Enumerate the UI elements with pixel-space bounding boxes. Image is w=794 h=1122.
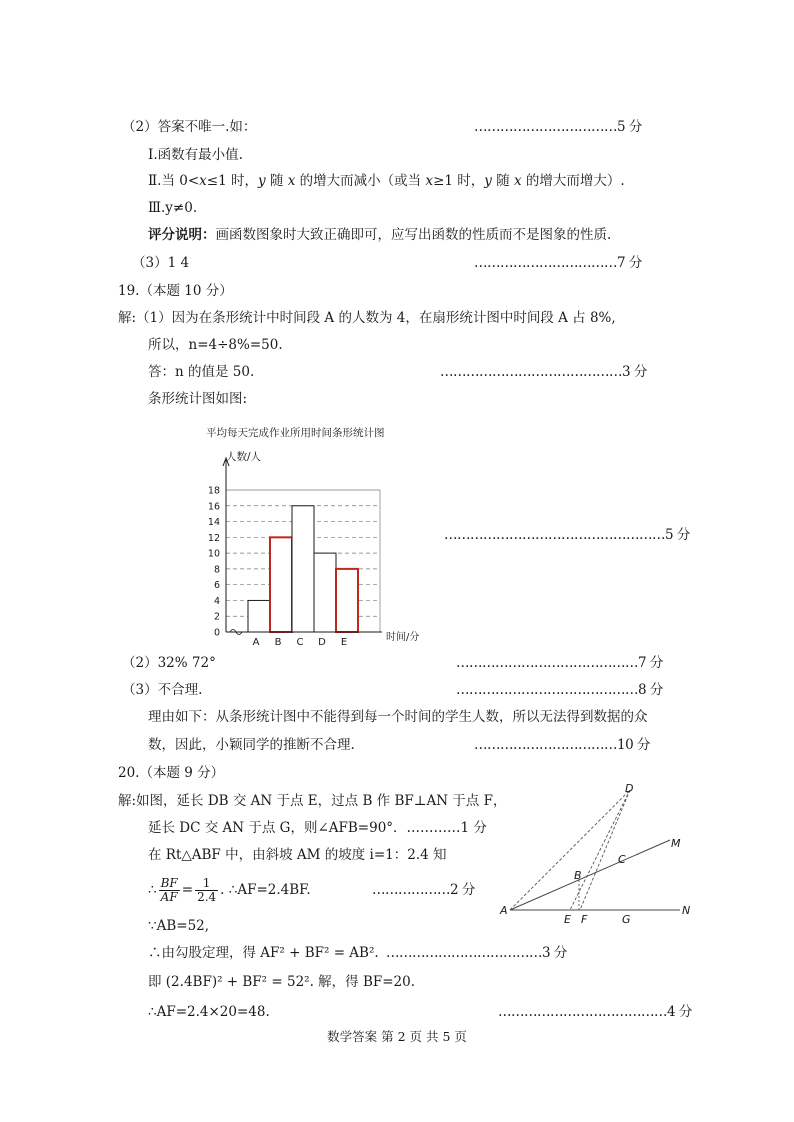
- y-tick-label: 4: [213, 595, 220, 607]
- y-tick-label: 2: [213, 611, 220, 623]
- point-label-e: E: [564, 913, 571, 926]
- point-label-m: M: [671, 837, 681, 850]
- q18-part2-score: ……………………………5 分: [474, 119, 642, 135]
- q19-part2: （2）32% 72°: [122, 655, 216, 671]
- point-label-b: B: [574, 869, 582, 882]
- q18-part3-score: ……………………………7 分: [474, 255, 642, 271]
- point-label-f: F: [581, 913, 588, 926]
- q20-line-1: 解:如图，延长 DB 交 AN 于点 E，过点 B 作 BF⊥AN 于点 F，: [118, 793, 507, 809]
- q20-header: 20.（本题 9 分）: [118, 765, 225, 781]
- geometry-figure: [494, 780, 704, 930]
- q19-part2-score: ……………………………………7 分: [456, 655, 663, 671]
- q20-line-3: 在 Rt△ABF 中，由斜坡 AM 的坡度 i=1：2.4 知: [148, 847, 447, 863]
- bar-a: [248, 600, 270, 632]
- q20-line-8: ∴AF=2.4×20=48.: [148, 1004, 270, 1020]
- point-label-a: A: [500, 904, 508, 917]
- q20-line-6: ∴由勾股定理，得 AF² + BF² = AB².: [148, 945, 379, 961]
- q18-item-2: Ⅱ.当 0<x≤1 时，y 随 x 的增大而减小（或当 x≥1 时，y 随 x 的增大而增大）.: [148, 173, 625, 189]
- q19-reason-score: ……………………………10 分: [474, 737, 650, 753]
- q20-line-8-score: …………………………………4 分: [498, 1004, 692, 1020]
- x-tick-label-c: C: [296, 637, 304, 648]
- q19-part3-score: ……………………………………8 分: [456, 682, 663, 698]
- y-tick-label: 0: [213, 627, 220, 639]
- q19-chart-score: ……………………………………………5 分: [444, 527, 690, 543]
- y-tick-label: 8: [213, 564, 220, 576]
- q20-line-7: 即 (2.4BF)² + BF² = 52². 解，得 BF=20.: [148, 974, 416, 990]
- page-footer: 数学答案 第 2 页 共 5 页: [327, 1029, 467, 1044]
- q18-item-3: Ⅲ.y≠0.: [148, 200, 198, 216]
- bar-b: [270, 537, 292, 632]
- bar-e: [336, 569, 358, 632]
- bar-d: [314, 553, 336, 632]
- point-label-n: N: [682, 904, 691, 917]
- q18-eval-note: 评分说明：画函数图象时大致正确即可，应写出函数的性质而不是图象的性质.: [148, 227, 612, 243]
- x-tick-label-b: B: [274, 637, 282, 648]
- fraction-bf-af: $\frac{BF}{AF}$: [160, 876, 178, 904]
- q20-line-4: ∴ $\frac{BF}{AF}$ = $\frac{1}{2.4}$ . ∴AF=2.4BF.: [148, 876, 311, 904]
- bar-chart: [196, 422, 436, 650]
- q18-part3-label: （3）1 4: [132, 255, 190, 271]
- bar-c: [292, 506, 314, 632]
- x-tick-label-d: D: [318, 637, 326, 648]
- q20-line-6-score: ………………………………3 分: [386, 945, 567, 961]
- x-tick-label-e: E: [340, 637, 348, 648]
- q18-part2-label: （2）答案不唯一.如：: [122, 119, 257, 135]
- q19-answer: 答：n 的值是 50.: [148, 364, 255, 380]
- q20-line-5: ∵AB=52,: [148, 918, 210, 934]
- q19-reason-2: 数，因此，小颖同学的推断不合理.: [148, 737, 355, 753]
- y-tick-label: 18: [207, 485, 220, 497]
- point-label-g: G: [622, 913, 631, 926]
- fraction-1-2.4: $\frac{1}{2.4}$: [197, 876, 217, 904]
- q20-line-2: 延长 DC 交 AN 于点 G，则∠AFB=90°．…………1 分: [148, 820, 487, 836]
- y-tick-label: 6: [213, 580, 220, 592]
- q20-line-4-score: ………………2 分: [372, 882, 475, 898]
- q19-header: 19.（本题 10 分）: [118, 283, 233, 299]
- line-ad: [510, 790, 630, 910]
- y-tick-label: 12: [207, 532, 220, 544]
- x-tick-label-a: A: [252, 637, 260, 648]
- q19-solution-1: 解:（1）因为在条形统计中时间段 A 的人数为 4，在扇形统计图中时间段 A 占 8%,: [118, 310, 616, 326]
- y-tick-label: 14: [207, 517, 220, 529]
- line-dg: [580, 790, 630, 910]
- y-tick-label: 10: [207, 548, 220, 560]
- chart-x-axis-label: 时间/分: [386, 632, 420, 643]
- point-label-c: C: [618, 853, 626, 866]
- q19-reason-1: 理由如下：从条形统计图中不能得到每一个时间的学生人数，所以无法得到数据的众: [148, 709, 648, 725]
- q18-item-1: Ⅰ.函数有最小值.: [148, 147, 243, 163]
- y-tick-label: 16: [207, 501, 220, 513]
- chart-y-axis-label: 人数/人: [226, 451, 262, 463]
- q19-chart-intro: 条形统计图如图:: [148, 391, 248, 407]
- q19-solution-2: 所以，n=4÷8%=50.: [148, 337, 283, 353]
- point-label-d: D: [625, 782, 634, 795]
- line-am: [510, 840, 670, 910]
- q19-answer-score: ……………………………………3 分: [440, 364, 647, 380]
- chart-title: 平均每天完成作业所用时间条形统计图: [206, 427, 385, 439]
- q19-part3: （3）不合理.: [122, 682, 203, 698]
